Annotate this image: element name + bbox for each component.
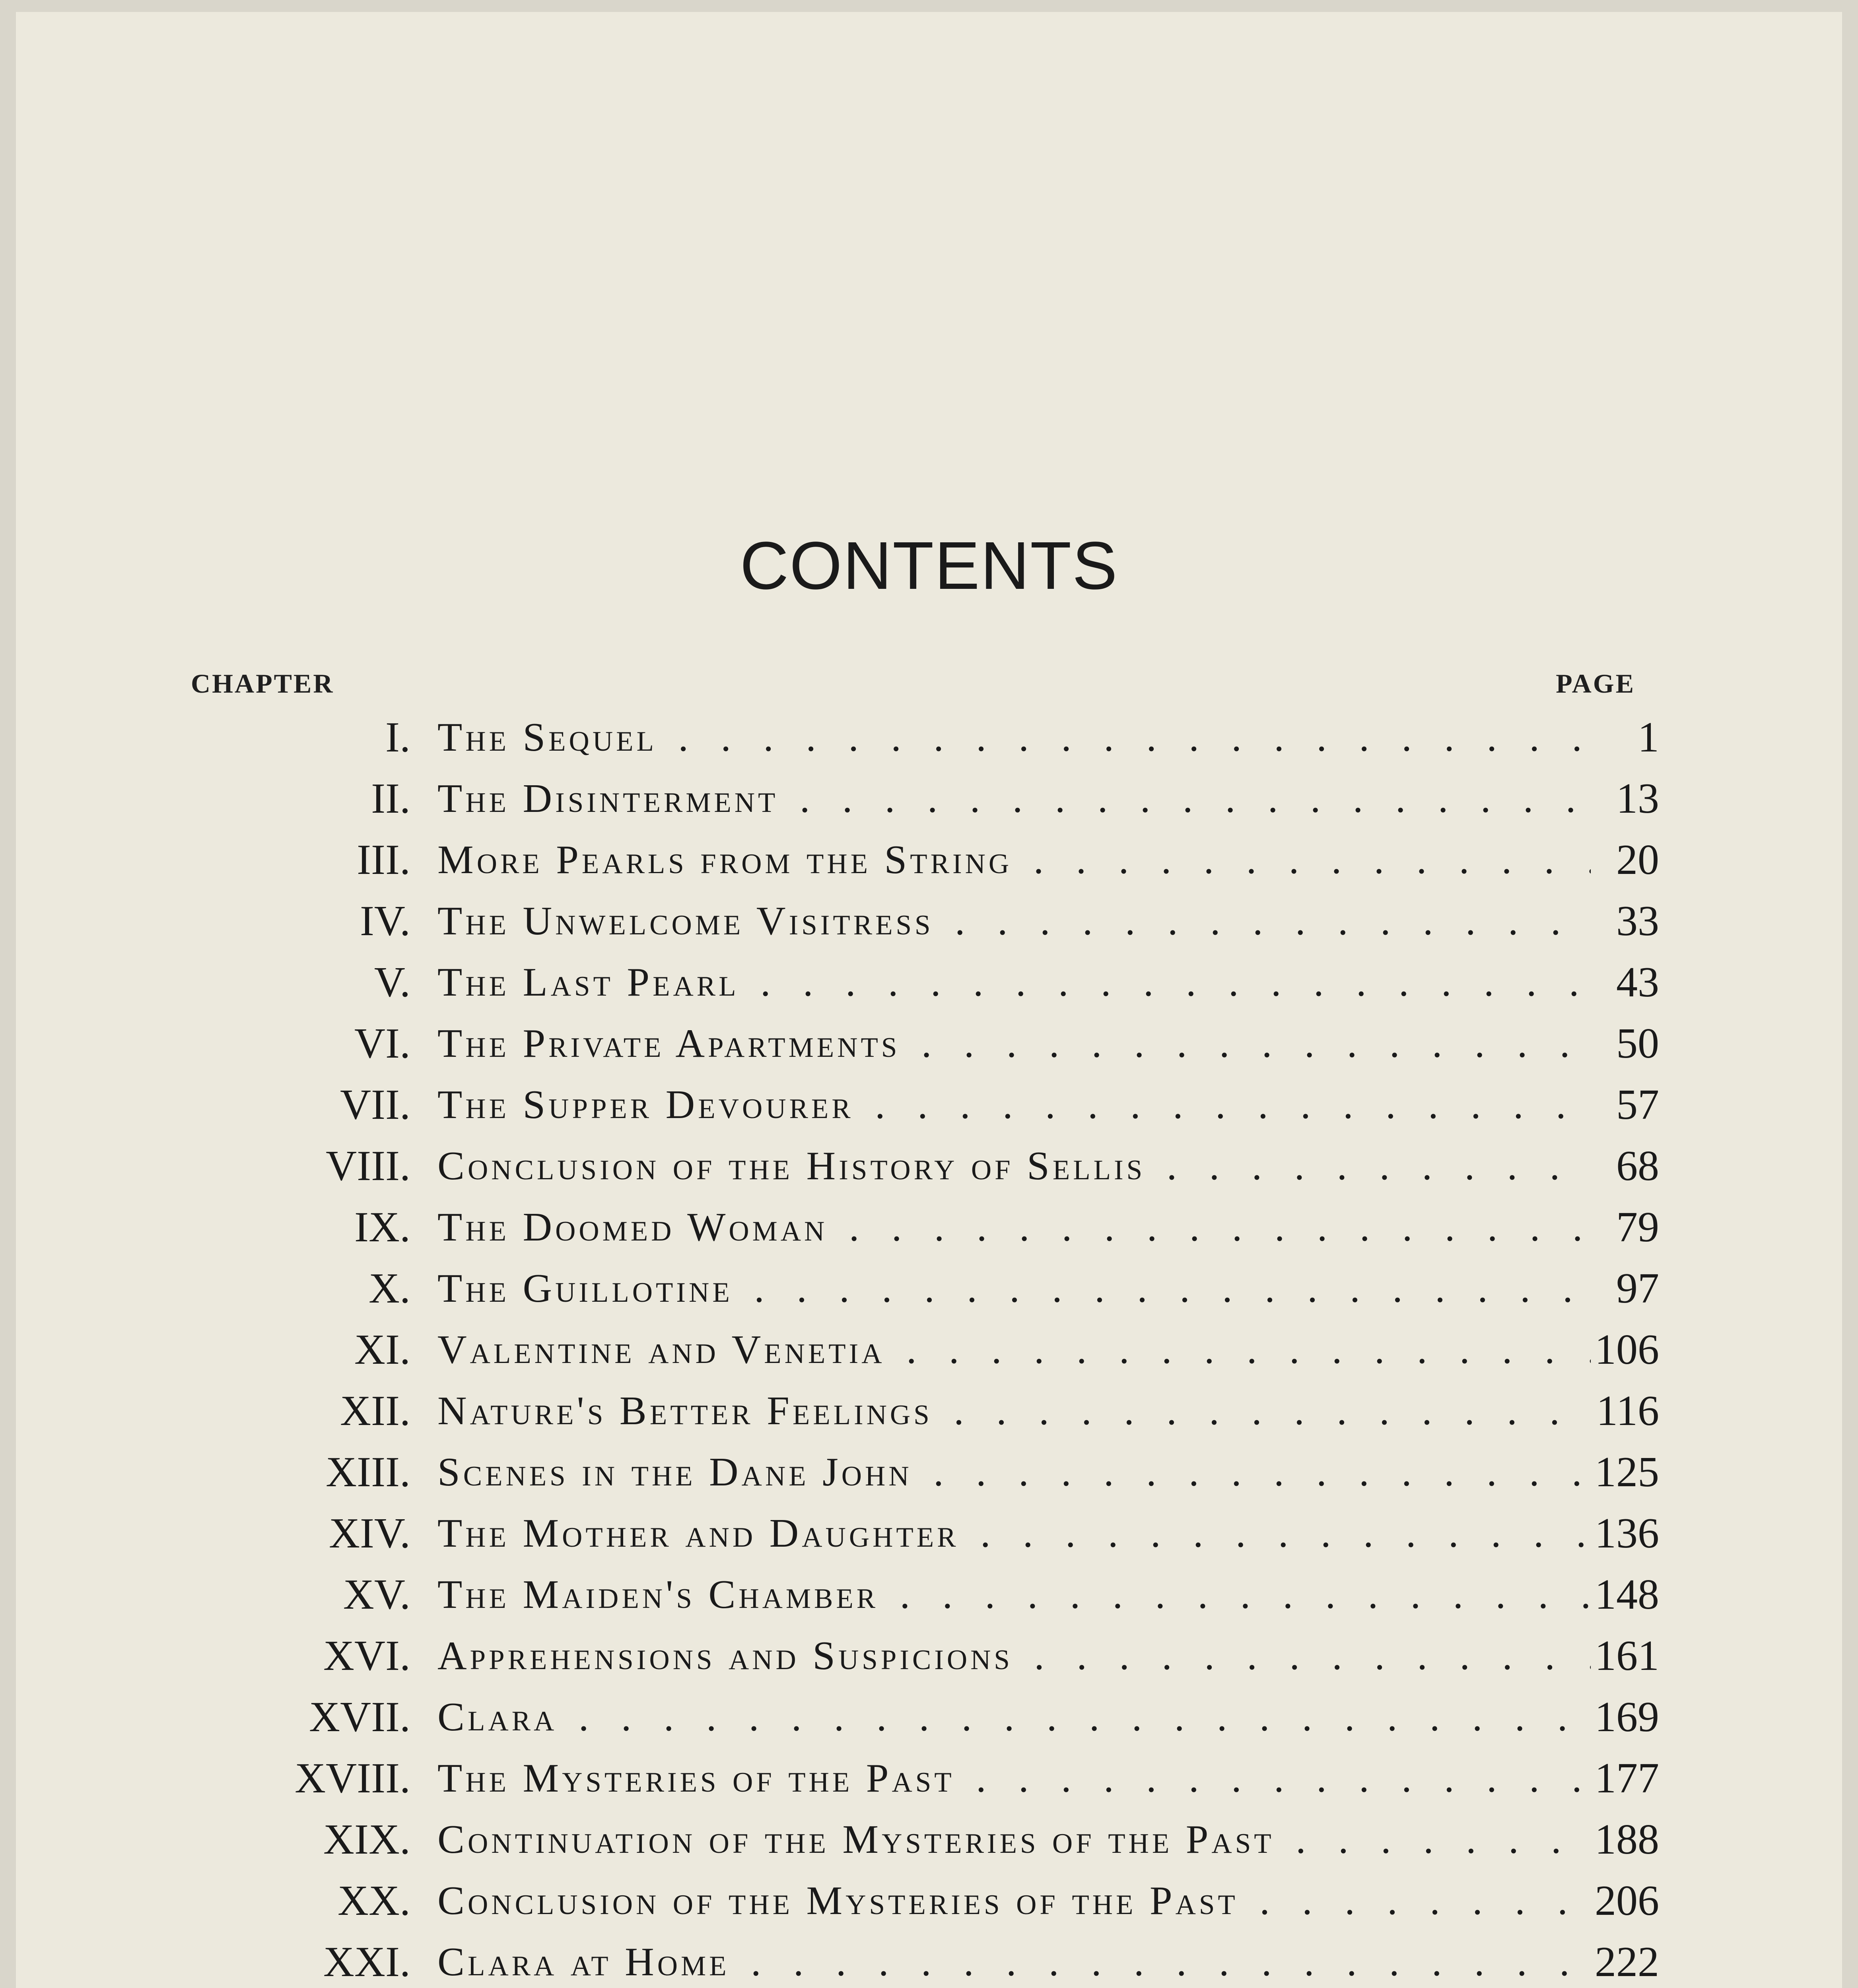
page-number: 148: [1595, 1571, 1659, 1618]
page-number: 1: [1638, 714, 1659, 761]
toc-row: [16, 1630, 1842, 1691]
toc-row: [16, 1446, 1842, 1508]
chapter-title: Apprehensions and Suspicions . .: [437, 1630, 1591, 1682]
chapter-title: The Mother and Daughter . .: [437, 1508, 1591, 1559]
chapter-title: Valentine and Venetia . .: [437, 1324, 1591, 1376]
chapter-number: VIII.: [326, 1142, 410, 1190]
chapter-title: Clara at Home . .: [437, 1936, 1591, 1988]
toc-row: [16, 1936, 1842, 1988]
chapter-title: The Supper Devourer . .: [437, 1079, 1591, 1131]
chapter-title: Continuation of the Mysteries of the Past . .: [437, 1814, 1591, 1866]
chapter-title: The Sequel . .: [437, 712, 1591, 763]
chapter-number: XIX.: [323, 1816, 410, 1863]
chapter-number: XVII.: [309, 1693, 410, 1741]
page-number: 79: [1616, 1204, 1659, 1251]
toc-row: [16, 1263, 1842, 1324]
chapter-title: The Mysteries of the Past . .: [437, 1753, 1591, 1804]
chapter-number: I.: [385, 714, 410, 761]
page-number: 169: [1595, 1693, 1659, 1741]
page-title: CONTENTS: [740, 528, 1118, 604]
chapter-title: Conclusion of the Mysteries of the Past . .: [437, 1875, 1591, 1927]
chapter-title: Clara . .: [437, 1691, 1591, 1743]
chapter-column-header: CHAPTER: [191, 668, 334, 699]
page-column-header: PAGE: [1556, 668, 1635, 699]
chapter-number: XI.: [354, 1326, 410, 1373]
page-number: 188: [1595, 1816, 1659, 1863]
book-page: [16, 12, 1842, 1988]
page-number: 20: [1616, 836, 1659, 883]
chapter-number: XVIII.: [295, 1755, 410, 1802]
toc-row: [16, 1385, 1842, 1446]
chapter-number: XIII.: [326, 1448, 410, 1496]
page-number: 222: [1595, 1938, 1659, 1986]
chapter-number: IV.: [360, 897, 410, 945]
page-number: 177: [1595, 1755, 1659, 1802]
toc-row: [16, 712, 1842, 773]
chapter-title: The Guillotine . .: [437, 1263, 1591, 1314]
chapter-title: The Unwelcome Visitress . .: [437, 895, 1591, 947]
page-number: 116: [1596, 1387, 1659, 1435]
toc-row: [16, 1691, 1842, 1753]
chapter-title: The Maiden's Chamber . .: [437, 1569, 1591, 1621]
toc-row: [16, 1569, 1842, 1630]
page-number: 68: [1616, 1142, 1659, 1190]
contents-list: [16, 712, 1842, 1988]
chapter-number: VI.: [354, 1020, 410, 1067]
toc-row: [16, 773, 1842, 834]
page-number: 50: [1616, 1020, 1659, 1067]
chapter-title: The Private Apartments . .: [437, 1018, 1591, 1070]
page-number: 106: [1595, 1326, 1659, 1373]
toc-row: [16, 1079, 1842, 1140]
chapter-number: VII.: [340, 1081, 410, 1128]
page-number: 136: [1595, 1510, 1659, 1557]
chapter-title: Scenes in the Dane John . .: [437, 1446, 1591, 1498]
toc-row: [16, 957, 1842, 1018]
toc-row: [16, 1875, 1842, 1936]
toc-row: [16, 1753, 1842, 1814]
chapter-title: More Pearls from the String . .: [437, 834, 1591, 886]
page-number: 13: [1616, 775, 1659, 822]
toc-row: [16, 834, 1842, 895]
toc-row: [16, 1324, 1842, 1385]
page-number: 43: [1616, 959, 1659, 1006]
chapter-title: Nature's Better Feelings . .: [437, 1385, 1591, 1437]
chapter-number: XXI.: [323, 1938, 410, 1986]
chapter-number: XVI.: [323, 1632, 410, 1679]
toc-row: [16, 1018, 1842, 1079]
page-number: 161: [1595, 1632, 1659, 1679]
chapter-title: Conclusion of the History of Sellis . .: [437, 1140, 1591, 1192]
page-number: 206: [1595, 1877, 1659, 1924]
chapter-number: X.: [369, 1265, 410, 1312]
chapter-number: II.: [371, 775, 410, 822]
chapter-number: IX.: [354, 1204, 410, 1251]
chapter-number: III.: [357, 836, 410, 883]
chapter-number: V.: [374, 959, 410, 1006]
toc-row: [16, 1508, 1842, 1569]
chapter-title: The Doomed Woman . .: [437, 1202, 1591, 1253]
toc-row: [16, 895, 1842, 957]
chapter-title: The Last Pearl . .: [437, 957, 1591, 1008]
page-number: 97: [1616, 1265, 1659, 1312]
page-number: 57: [1616, 1081, 1659, 1128]
chapter-number: XX.: [338, 1877, 410, 1924]
toc-row: [16, 1140, 1842, 1202]
toc-row: [16, 1814, 1842, 1875]
toc-row: [16, 1202, 1842, 1263]
chapter-title: The Disinterment . .: [437, 773, 1591, 825]
page-number: 125: [1595, 1448, 1659, 1496]
chapter-number: XIV.: [328, 1510, 410, 1557]
page-number: 33: [1616, 897, 1659, 945]
chapter-number: XII.: [340, 1387, 410, 1435]
chapter-number: XV.: [343, 1571, 410, 1618]
